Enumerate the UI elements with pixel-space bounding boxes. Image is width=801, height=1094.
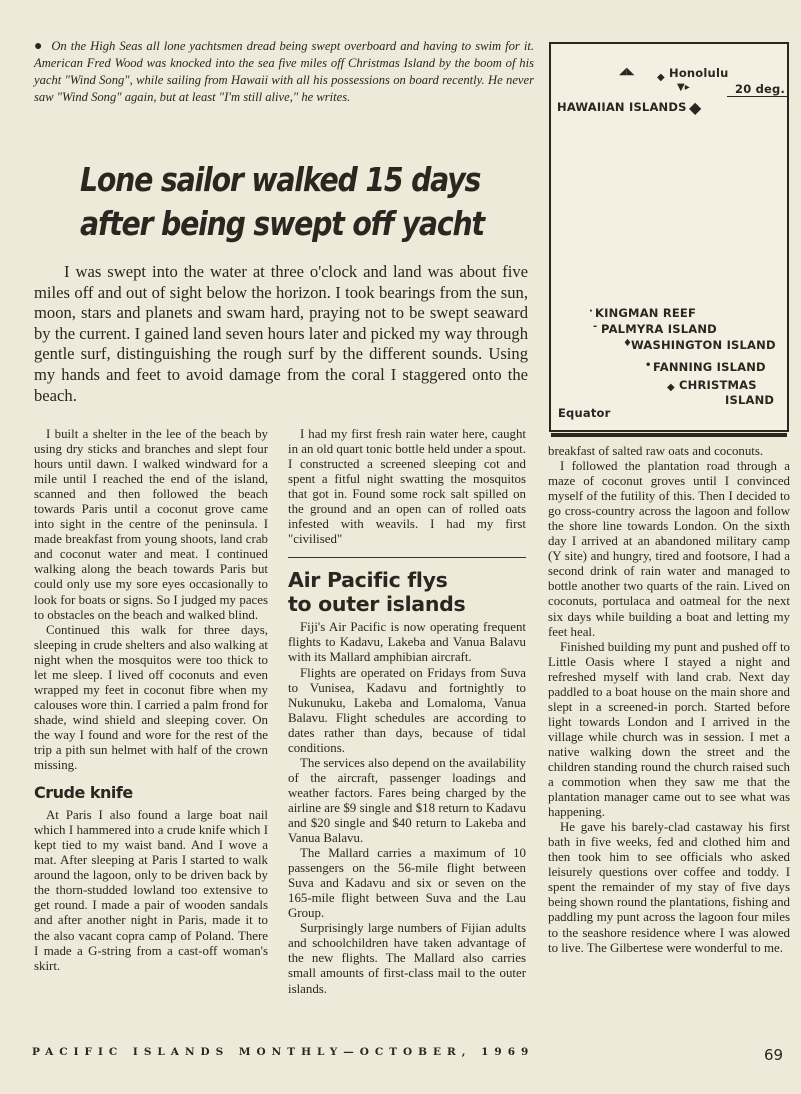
map-label-hawaiian-islands: HAWAIIAN ISLANDS: [557, 100, 687, 114]
headline-line-1: Lone sailor walked 15 days: [80, 160, 481, 199]
island-marker-icon: ·: [589, 306, 593, 317]
col2-paragraph-3: Flights are operated on Fridays from Suva to Vunisea, Kadavu and fortnightly to Nukunuku, Lakeba and Lomaloma, Vanua Balavu. Flight schedules are according to dates rather than days, because of tidal conditions.: [288, 665, 526, 755]
map-label-honolulu: Honolulu: [669, 66, 729, 80]
col3-paragraph-1: breakfast of salted raw oats and coconuts.: [548, 444, 764, 458]
latitude-line: [727, 96, 787, 97]
col3-paragraph-4: He gave his barely-clad castaway his first bath in five weeks, fed and clothed him and then took him to see officials who asked leisurely questions over coffee and toddy. I spent the remainder of my stay of five days being shown round the plantations, fishing and paddling my punt across the lagoon four miles to the seashore residence where I was alowed to live. The Gilbertese were wonderful to me.: [548, 820, 790, 955]
island-marker-icon: ◆: [667, 382, 675, 393]
map-border-bar: [551, 433, 787, 437]
col1-paragraph-3: At Paris I also found a large boat nail which I hammered into a crude knife which I kept tied to my waist band. And I wove a mat. After sleeping at Paris I started to walk around the lagoon, only to be driven back by the thorn-studded lowland too extensive to get round. I made a pair of wooden sandals and after another night in Paris, made it to the also vacant copra camp of Poland. There I made a G-string from a cast-off woman's skirt.: [34, 808, 268, 973]
col2-paragraph-2: Fiji's Air Pacific is now operating frequent flights to Kadavu, Lakeba and Vanua Balavu with its Mallard amphibian aircraft.: [288, 620, 526, 665]
col1-paragraph-2: Continued this walk for three days, sleeping in crude shelters and also walking at night when the mosquitos were too thick to let me sleep. I lived off coconuts and even wrapped my feet in coconut fibre when my calouses wore thin. I carried a palm frond for shade, wind shield and sleeping cover. On the way I found and wore for the rest of the trip a pith sun helmet with half of the crown missing.: [34, 622, 268, 773]
col2-paragraph-5: The Mallard carries a maximum of 10 passengers on the 56-mile flight between Suva and Kadavu and six or seven on the 165-mile flight between Suva and the Lau Group.: [288, 846, 526, 921]
col2-paragraph-1: I had my first fresh rain water here, caught in an old quart tonic bottle held under a spout. I constructed a screened sleeping cot and spent a fitful night swatting the mosquitos that got in. Found some rock salt spilled on the ground and an open can of rolled oats infested with weavils. I had my first "civilised": [288, 427, 526, 547]
map-label-fanning-island: FANNING ISLAND: [653, 360, 766, 374]
bullet-icon: ●: [34, 39, 44, 54]
page-number: 69: [764, 1046, 784, 1064]
island-marker-icon: ♦: [623, 338, 632, 349]
air-pacific-headline: [288, 568, 526, 616]
col3-paragraph-2: I followed the plantation road through a maze of coconut groves until I convinced myself of the futility of this. Then I decided to go cross-country across the lagoon and follow the shore line towards London. On the sixth day I arrived at an abandoned military camp (Y site) and hungry, tired and footsore, I had a second drink of rain water and managed to bottle another two quarts of the rain. Lived on coconuts, portulaca and oatmeal for the next six days while building a boat and letting my feet heal.: [548, 459, 790, 639]
lead-text: I was swept into the water at three o'clock and land was about five miles off and out of sight below the horizon. I took bearings from the sun, moon, stars and planets and swam hard, praying not to be swept seaward by the current. I gained land seven hours later and picked my way through gentle surf, distinguishing the rough surf by the different sounds. Using my hands and feet to avoid damage from the coral I staggered onto the beach.: [34, 262, 528, 405]
lead-paragraph: [34, 262, 528, 406]
col2-paragraph-6: Surprisingly large numbers of Fijian adults and schoolchildren have taken advantage of the new flights. The Mallard also carries small amounts of first-class mail to the outer islands.: [288, 921, 526, 996]
column-3: [548, 444, 790, 956]
map-label-20deg: 20 deg.: [735, 82, 786, 96]
island-marker-icon: ◢◣: [619, 66, 635, 77]
air-headline-line-1: Air Pacific flys: [288, 568, 448, 593]
map-label-washington-island: WASHINGTON ISLAND: [631, 338, 776, 352]
col3-paragraph-3: Finished building my punt and pushed off to Little Oasis where I stayed a night and refreshed myself with land crab. Next day paddled to a boat house on the main shore and slept in a screened-in porch. Started before light towards London and I arrived in the village while church was in session. I met a native walking down the street and the children standing round the church raised such a commotion when they saw me that the plantation manager came out to see what was happening.: [548, 639, 790, 820]
column-1: [34, 427, 268, 974]
map-label-christmas-island: ISLAND: [725, 393, 775, 407]
island-marker-icon: ▼▸: [677, 82, 690, 93]
map-figure: [549, 42, 789, 432]
map-label-palmyra-island: PALMYRA ISLAND: [601, 322, 717, 336]
map-label-equator: Equator: [558, 406, 611, 420]
map-label-christmas: CHRISTMAS: [679, 378, 757, 392]
main-headline: [80, 158, 484, 246]
page-footer: PACIFIC ISLANDS MONTHLY—OCTOBER, 1969: [32, 1046, 535, 1058]
subhead-crude-knife: Crude knife: [34, 783, 133, 803]
divider: [288, 557, 526, 558]
map-label-kingman-reef: KINGMAN REEF: [595, 306, 697, 320]
island-marker-icon: •: [645, 360, 652, 371]
headline-line-2: after being swept off yacht: [80, 204, 484, 243]
island-marker-icon: -: [593, 321, 598, 332]
column-2: [288, 427, 526, 997]
big-island-icon: ◆: [689, 98, 702, 117]
intro-paragraph: [34, 38, 534, 106]
col1-paragraph-1: I built a shelter in the lee of the beach by using dry sticks and branches and slept four hours until dawn. I walked windward for a mile until I reached the end of the island, scanned and then followed the beach towards Paris until a coconut grove came into sight in the centre of the peninsula. I made breakfast from young shoots, land crab and coconut water and meat. I continued walking along the beach towards Paris but could only use my sore eyes occasionally to look for boats or signs. So I judged my paces to obstacles on the beach and walked blind.: [34, 427, 268, 622]
col2-paragraph-4: The services also depend on the availability of the aircraft, passenger loadings and weather factors. Fares being charged by the airline are $9 single and $18 return to Kadavu and $20 single and $40 return to Lakeba and Vanua Balavu.: [288, 755, 526, 846]
air-headline-line-2: to outer islands: [288, 592, 466, 617]
intro-text: On the High Seas all lone yachtsmen dread being swept overboard and having to swim for it. American Fred Wood was knocked into the sea five miles off Christmas Island by the boom of his yacht "Wind Song", while sailing from Hawaii with all his possessions on board recently. He never saw "Wind Song" again, but at least "I'm still alive," he writes.: [34, 39, 534, 104]
island-marker-icon: ◆: [657, 72, 665, 83]
